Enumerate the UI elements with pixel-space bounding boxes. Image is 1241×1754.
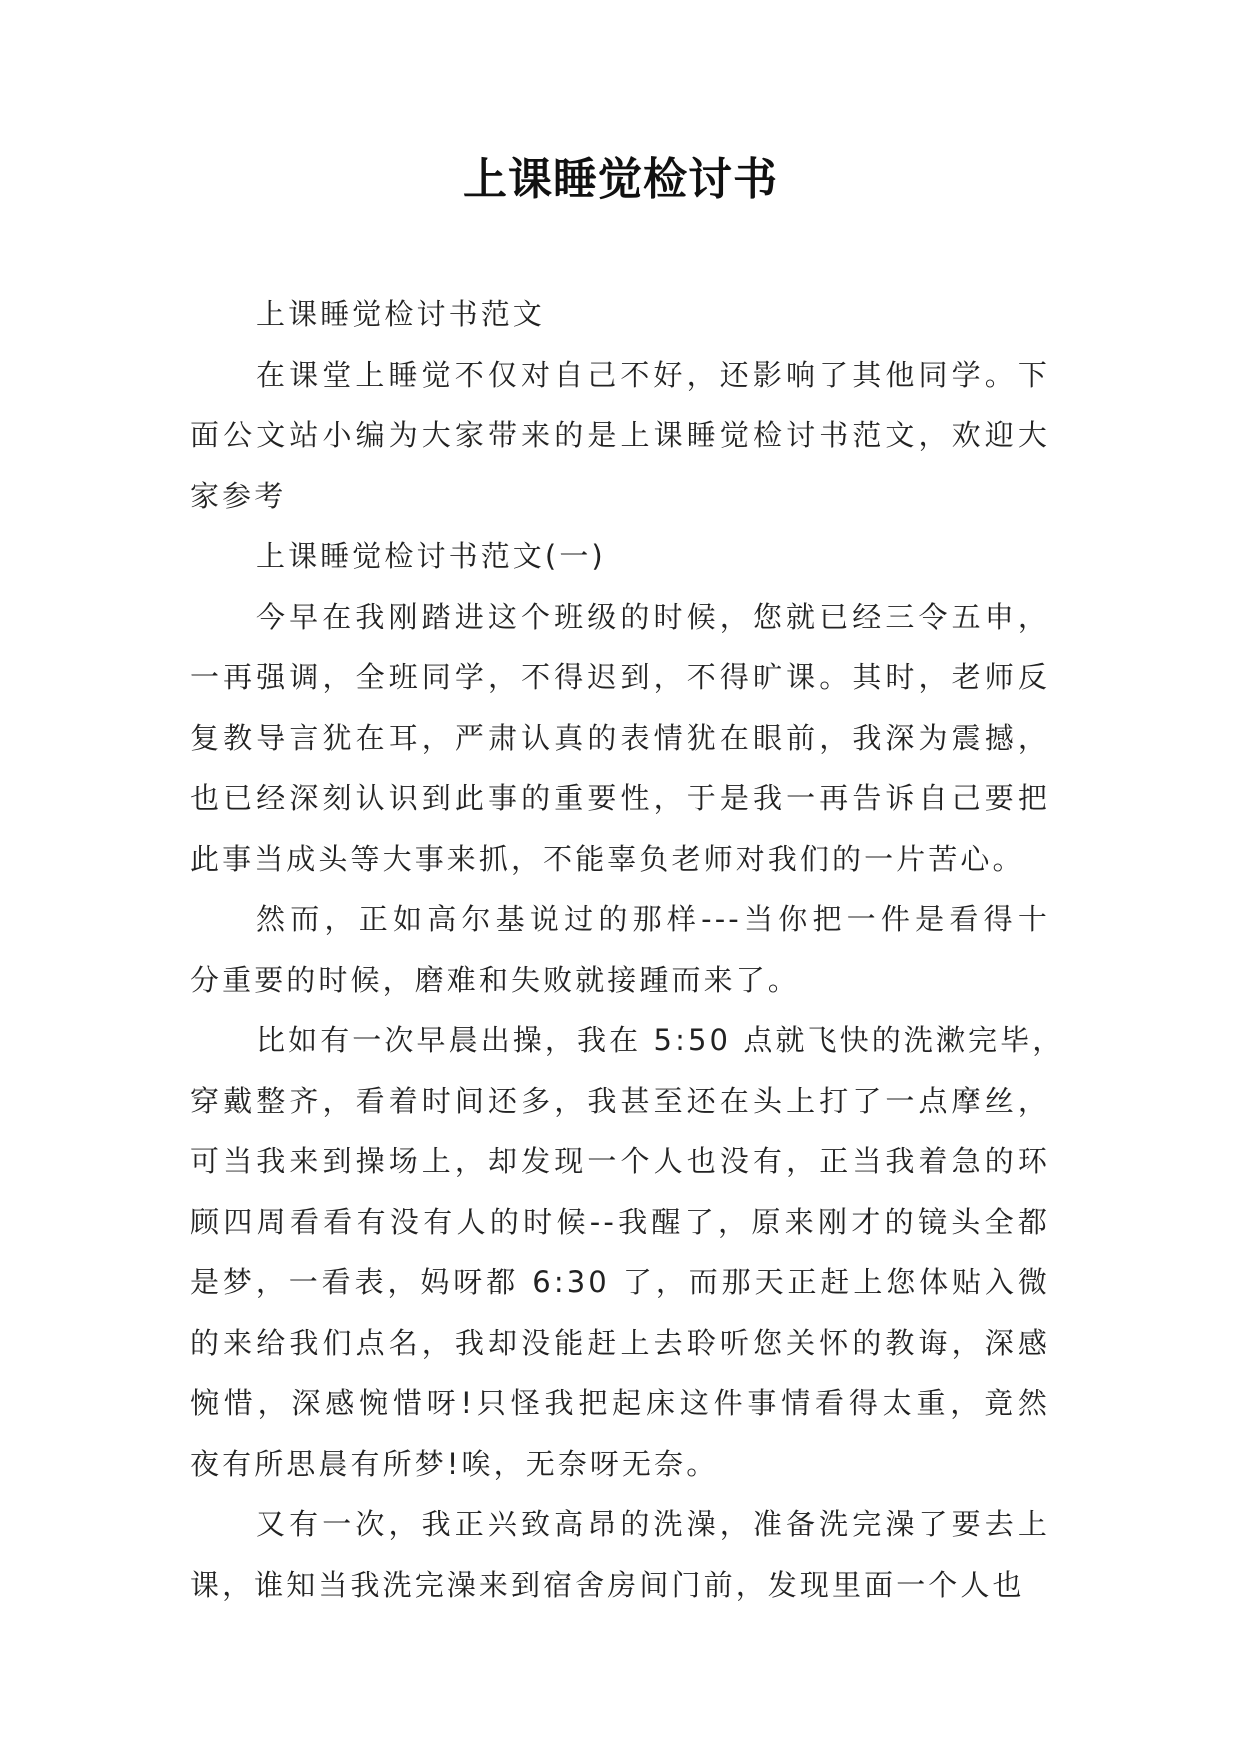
text-line: 是梦，一看表，妈呀都 6:30 了，而那天正赶上您体贴入微 xyxy=(190,1265,1050,1299)
text-line: 可当我来到操场上，却发现一个人也没有，正当我着急的环 xyxy=(190,1144,1050,1178)
text-line: 一再强调，全班同学，不得迟到，不得旷课。其时，老师反 xyxy=(190,660,1050,694)
text-line: 又有一次，我正兴致高昂的洗澡，准备洗完澡了要去上 xyxy=(256,1507,1050,1541)
text-line: 上课睡觉检讨书范文(一) xyxy=(256,539,606,573)
text-line: 穿戴整齐，看着时间还多，我甚至还在头上打了一点摩丝， xyxy=(190,1083,1050,1118)
text-line: 的来给我们点名，我却没能赶上去聆听您关怀的教诲，深感 xyxy=(190,1325,1050,1360)
text-line: 面公文站小编为大家带来的是上课睡觉检讨书范文，欢迎大 xyxy=(190,418,1050,452)
text-line: 课，谁知当我洗完澡来到宿舍房间门前，发现里面一个人也 xyxy=(190,1567,1025,1602)
paragraph-p1 xyxy=(190,587,1050,890)
paragraph-subtitle xyxy=(190,284,1050,345)
text-line: 此事当成头等大事来抓，不能辜负老师对我们的一片苦心。 xyxy=(190,841,1025,876)
text-line: 然而，正如高尔基说过的那样---当你把一件是看得十 xyxy=(256,902,1050,936)
document-body xyxy=(190,284,1065,1615)
text-line: 夜有所思晨有所梦!唉，无奈呀无奈。 xyxy=(190,1446,719,1481)
paragraph-section-heading xyxy=(190,526,1050,587)
text-line: 在课堂上睡觉不仅对自己不好，还影响了其他同学。下 xyxy=(256,357,1050,392)
text-line: 顾四周看看有没有人的时候--我醒了，原来刚才的镜头全都 xyxy=(190,1204,1050,1239)
text-line: 今早在我刚踏进这个班级的时候，您就已经三令五申， xyxy=(256,599,1050,634)
text-line: 家参考 xyxy=(190,478,287,513)
paragraph-p4 xyxy=(190,1494,1050,1615)
text-line: 复教导言犹在耳，严肃认真的表情犹在眼前，我深为震撼， xyxy=(190,720,1050,755)
text-line: 惋惜，深感惋惜呀!只怪我把起床这件事情看得太重，竟然 xyxy=(190,1386,1050,1420)
text-line: 也已经深刻认识到此事的重要性，于是我一再告诉自己要把 xyxy=(190,781,1050,815)
paragraph-p2 xyxy=(190,889,1050,1010)
document-title: 上课睡觉检讨书 xyxy=(463,154,778,205)
paragraph-p3 xyxy=(190,1010,1065,1494)
text-line: 上课睡觉检讨书范文 xyxy=(256,297,545,331)
text-line: 分重要的时候，磨难和失败就接踵而来了。 xyxy=(190,962,800,997)
paragraph-intro xyxy=(190,345,1050,527)
text-line: 比如有一次早晨出操，我在 5:50 点就飞快的洗漱完毕， xyxy=(256,1023,1065,1057)
